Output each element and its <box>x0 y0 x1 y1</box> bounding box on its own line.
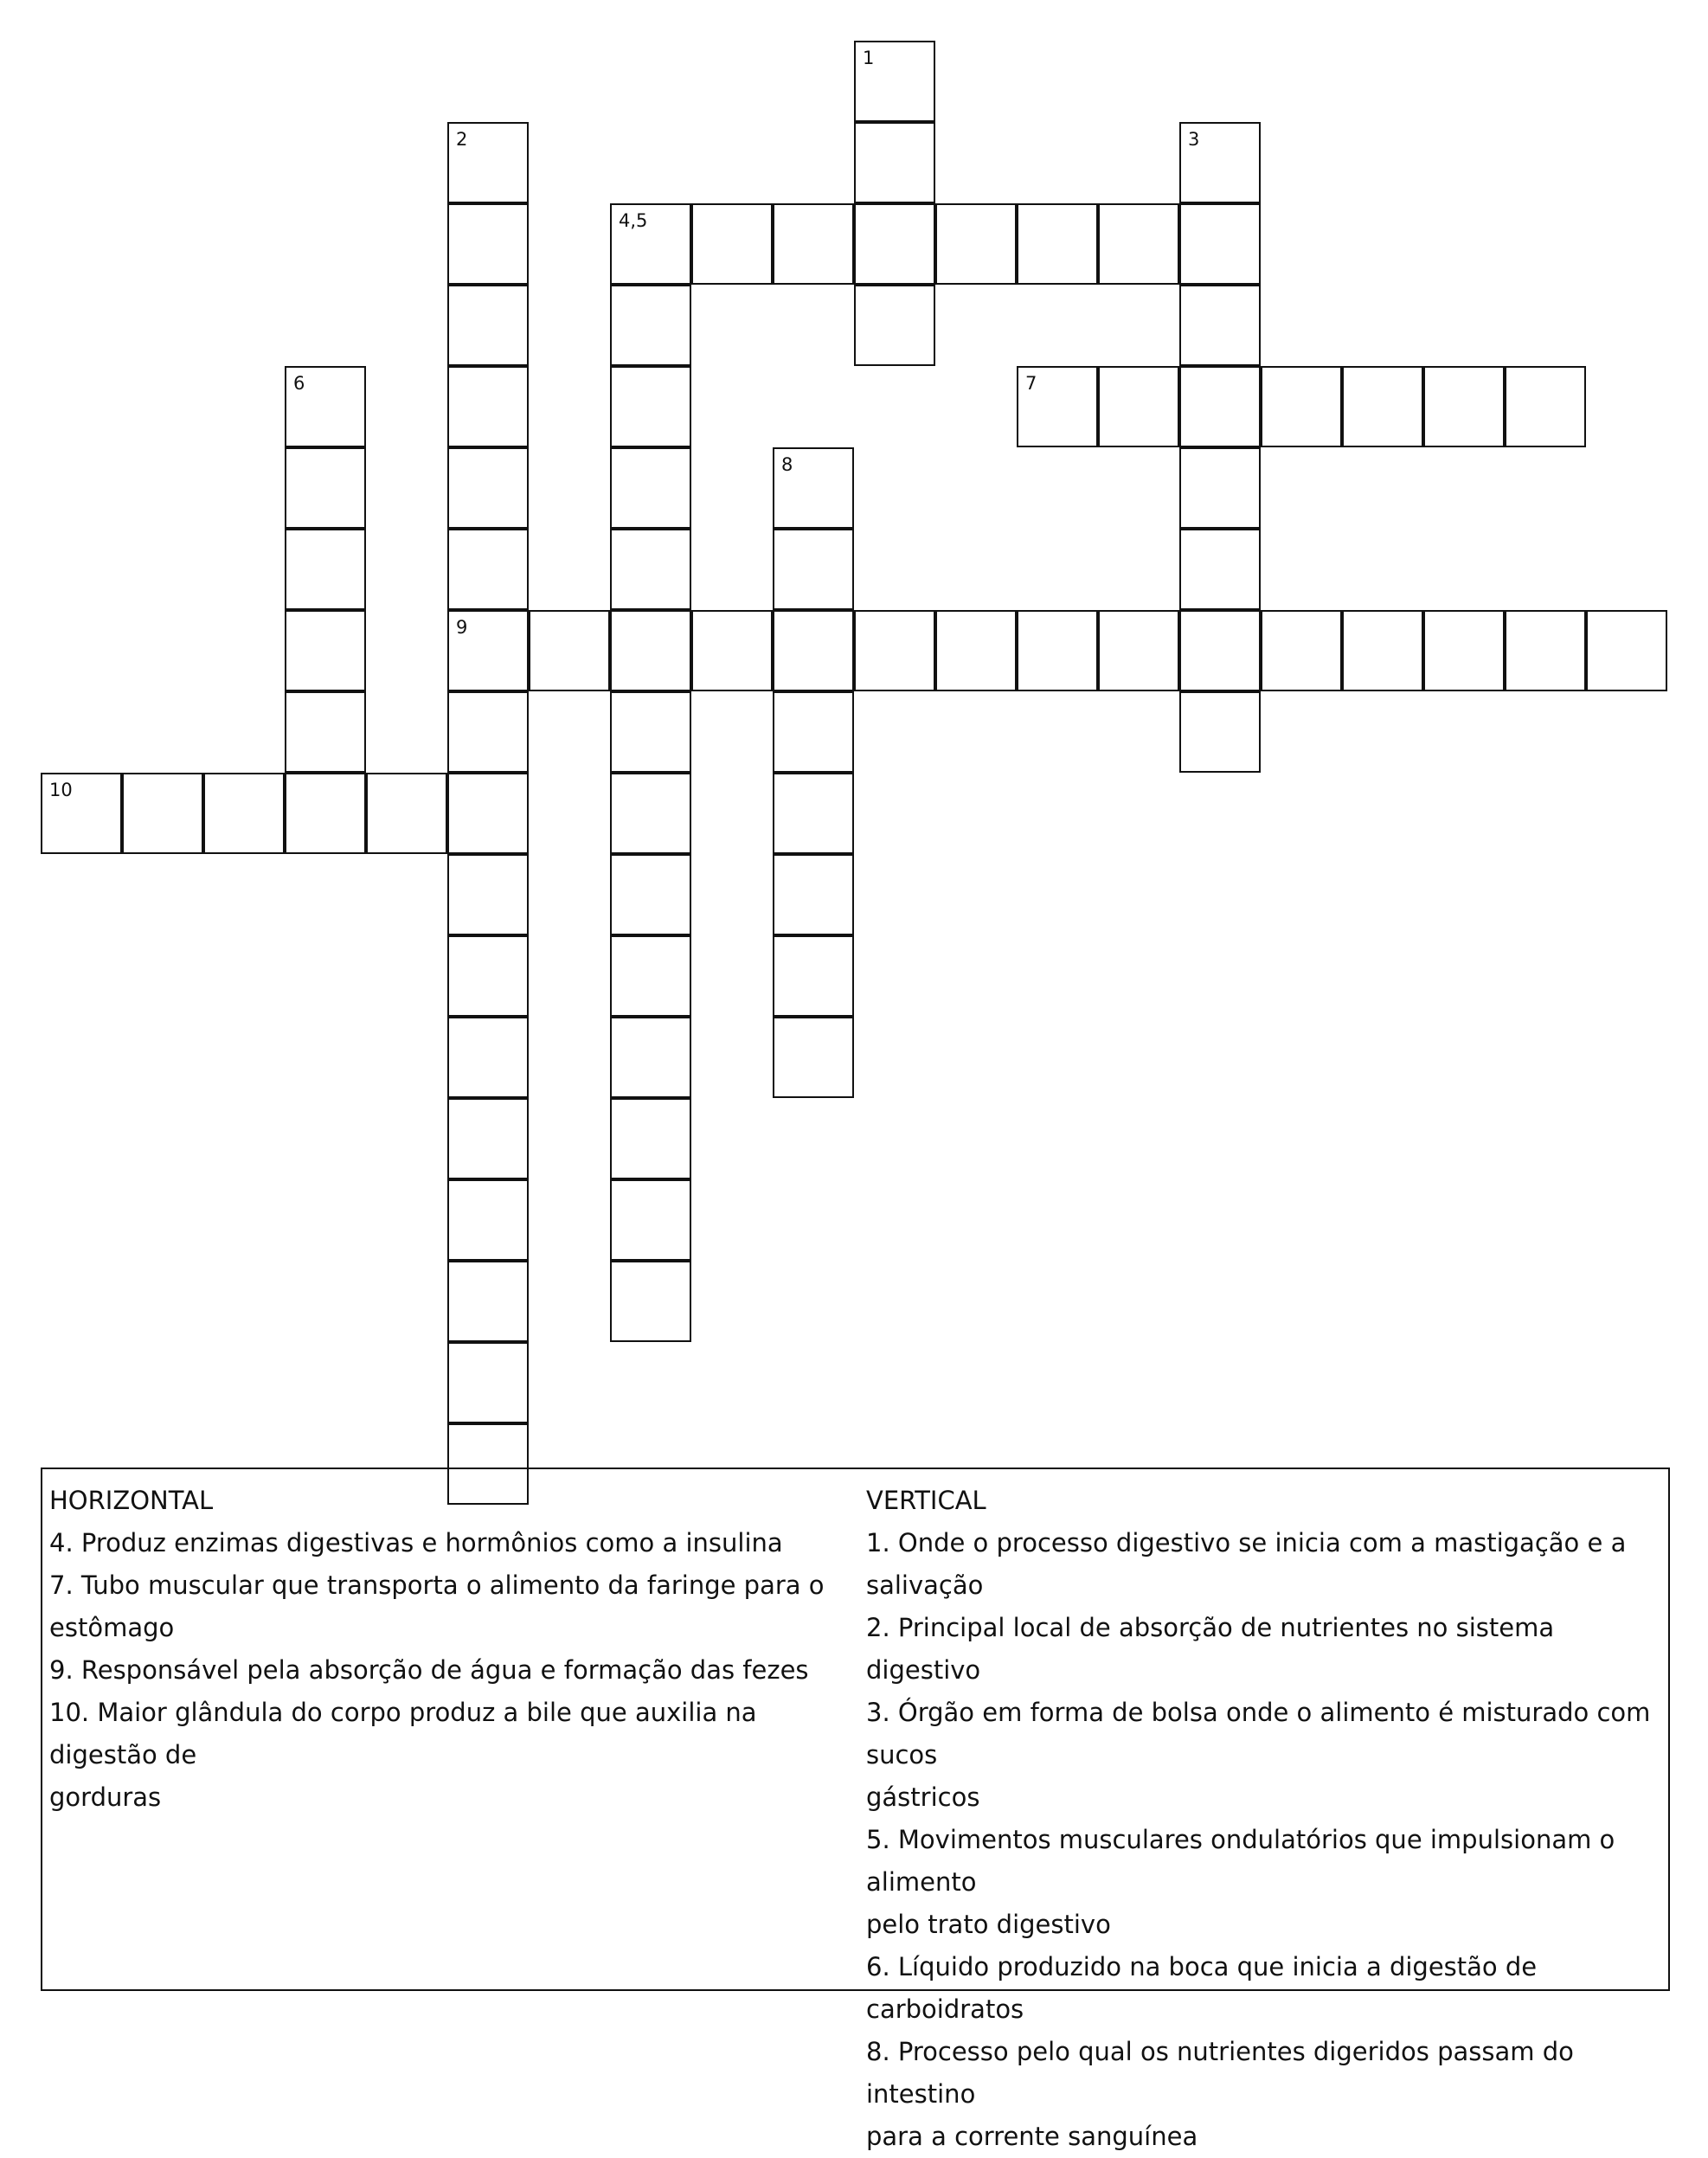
clue-number-label: 9 <box>456 617 468 638</box>
crossword-cell[interactable] <box>285 773 366 854</box>
crossword-cell[interactable] <box>447 854 529 935</box>
crossword-cell-numbered[interactable] <box>41 773 122 854</box>
crossword-cell-numbered[interactable] <box>1179 122 1261 203</box>
horizontal-clue-line: gorduras <box>49 1782 162 1812</box>
crossword-cell[interactable] <box>773 1017 854 1098</box>
vertical-clue-line: salivação <box>866 1570 984 1600</box>
vertical-clue-line: 3. Órgão em forma de bolsa onde o alimento é misturado com sucos <box>866 1698 1651 1769</box>
crossword-cell-numbered[interactable] <box>447 610 529 691</box>
crossword-cell[interactable] <box>1423 366 1505 447</box>
crossword-cell[interactable] <box>773 529 854 610</box>
crossword-cell[interactable] <box>935 610 1017 691</box>
crossword-cell[interactable] <box>1017 610 1098 691</box>
crossword-cell[interactable] <box>610 529 691 610</box>
crossword-cell-numbered[interactable] <box>285 366 366 447</box>
crossword-cell[interactable] <box>773 610 854 691</box>
crossword-cell[interactable] <box>610 1179 691 1261</box>
crossword-cell[interactable] <box>610 691 691 773</box>
clue-number-label: 6 <box>293 373 305 394</box>
clue-box <box>41 1468 1670 2151</box>
crossword-cell[interactable] <box>610 854 691 935</box>
clue-number-label: 10 <box>49 780 73 800</box>
crossword-cell[interactable] <box>1098 366 1179 447</box>
crossword-cell[interactable] <box>1179 285 1261 366</box>
crossword-cell[interactable] <box>610 610 691 691</box>
horizontal-clue-line: 10. Maior glândula do corpo produz a bile que auxilia na digestão de <box>49 1698 757 1769</box>
crossword-cell[interactable] <box>1179 610 1261 691</box>
horizontal-clue-line: 4. Produz enzimas digestivas e hormônios como a insulina <box>49 1528 783 1557</box>
crossword-cell[interactable] <box>1586 610 1667 691</box>
crossword-cell[interactable] <box>447 691 529 773</box>
crossword-cell[interactable] <box>854 203 935 285</box>
crossword-cell[interactable] <box>447 529 529 610</box>
crossword-cell-numbered[interactable] <box>854 41 935 122</box>
crossword-cell[interactable] <box>366 773 447 854</box>
vertical-clue-line: 6. Líquido produzido na boca que inicia a digestão de carboidratos <box>866 1952 1538 2024</box>
crossword-cell[interactable] <box>1423 610 1505 691</box>
vertical-clue-line: pelo trato digestivo <box>866 1910 1111 1939</box>
crossword-cell[interactable] <box>1261 610 1342 691</box>
crossword-cell[interactable] <box>854 610 935 691</box>
crossword-cell[interactable] <box>447 1179 529 1261</box>
crossword-cell[interactable] <box>610 285 691 366</box>
crossword-cell[interactable] <box>610 1098 691 1179</box>
crossword-cell[interactable] <box>1505 610 1586 691</box>
clue-number-label: 8 <box>781 454 793 475</box>
vertical-clue-line: 5. Movimentos musculares ondulatórios que impulsionam o alimento <box>866 1825 1615 1897</box>
crossword-cell[interactable] <box>447 203 529 285</box>
crossword-cell[interactable] <box>1342 610 1423 691</box>
crossword-cell[interactable] <box>447 1017 529 1098</box>
crossword-cell[interactable] <box>447 935 529 1017</box>
vertical-clue-line: gástricos <box>866 1782 980 1812</box>
crossword-cell-numbered[interactable] <box>447 122 529 203</box>
crossword-cell-numbered[interactable] <box>1017 366 1098 447</box>
crossword-cell[interactable] <box>691 610 773 691</box>
crossword-cell[interactable] <box>610 935 691 1017</box>
crossword-cell[interactable] <box>1098 610 1179 691</box>
crossword-cell[interactable] <box>610 773 691 854</box>
crossword-cell[interactable] <box>122 773 203 854</box>
horizontal-clue-line: estômago <box>49 1613 175 1642</box>
crossword-cell[interactable] <box>447 773 529 854</box>
crossword-cell[interactable] <box>285 447 366 529</box>
crossword-cell[interactable] <box>1179 529 1261 610</box>
clue-number-label: 3 <box>1188 129 1200 150</box>
crossword-cell[interactable] <box>529 610 610 691</box>
vertical-title: VERTICAL <box>866 1486 986 1515</box>
horizontal-title: HORIZONTAL <box>49 1486 214 1515</box>
horizontal-clue-line: 9. Responsável pela absorção de água e formação das fezes <box>49 1655 809 1685</box>
vertical-clue-line: para a corrente sanguínea <box>866 2122 1198 2151</box>
crossword-cell-numbered[interactable] <box>610 203 691 285</box>
crossword-cell[interactable] <box>203 773 285 854</box>
clue-number-label: 2 <box>456 129 468 150</box>
clue-number-label: 1 <box>863 48 875 68</box>
vertical-clue-line: 8. Processo pelo qual os nutrientes digeridos passam do intestino <box>866 2037 1574 2109</box>
crossword-cell[interactable] <box>610 447 691 529</box>
crossword-cell[interactable] <box>447 1342 529 1423</box>
crossword-cell[interactable] <box>1098 203 1179 285</box>
clue-number-label: 4,5 <box>619 210 648 231</box>
crossword-cell[interactable] <box>610 1261 691 1342</box>
crossword-cell[interactable] <box>285 610 366 691</box>
crossword-cell[interactable] <box>935 203 1017 285</box>
crossword-cell[interactable] <box>1017 203 1098 285</box>
crossword-cell[interactable] <box>447 1098 529 1179</box>
crossword-cell[interactable] <box>1179 203 1261 285</box>
clue-number-label: 7 <box>1025 373 1037 394</box>
crossword-cell[interactable] <box>854 122 935 203</box>
crossword-cell[interactable] <box>447 447 529 529</box>
crossword-cell[interactable] <box>1505 366 1586 447</box>
crossword-cell[interactable] <box>610 1017 691 1098</box>
crossword-cell[interactable] <box>285 529 366 610</box>
horizontal-clue-line: 7. Tubo muscular que transporta o alimento da faringe para o <box>49 1570 825 1600</box>
crossword-cell[interactable] <box>447 285 529 366</box>
crossword-cell[interactable] <box>773 854 854 935</box>
horizontal-clues <box>49 1480 850 1819</box>
crossword-cell[interactable] <box>1261 366 1342 447</box>
crossword-cell[interactable] <box>773 203 854 285</box>
vertical-clues <box>866 1480 1666 2158</box>
crossword-cell[interactable] <box>285 691 366 773</box>
crossword-cell[interactable] <box>1179 366 1261 447</box>
crossword-cell[interactable] <box>1179 447 1261 529</box>
crossword-cell[interactable] <box>447 1261 529 1342</box>
crossword-cell[interactable] <box>691 203 773 285</box>
crossword-cell[interactable] <box>773 773 854 854</box>
crossword-cell[interactable] <box>1342 366 1423 447</box>
vertical-clue-line: 2. Principal local de absorção de nutrientes no sistema digestivo <box>866 1613 1555 1685</box>
crossword-cell[interactable] <box>610 366 691 447</box>
crossword-cell[interactable] <box>854 285 935 366</box>
crossword-cell[interactable] <box>773 691 854 773</box>
crossword-cell-numbered[interactable] <box>773 447 854 529</box>
crossword-cell[interactable] <box>773 935 854 1017</box>
crossword-cell[interactable] <box>1179 691 1261 773</box>
vertical-clue-line: 1. Onde o processo digestivo se inicia com a mastigação e a <box>866 1528 1627 1557</box>
crossword-cell[interactable] <box>447 366 529 447</box>
